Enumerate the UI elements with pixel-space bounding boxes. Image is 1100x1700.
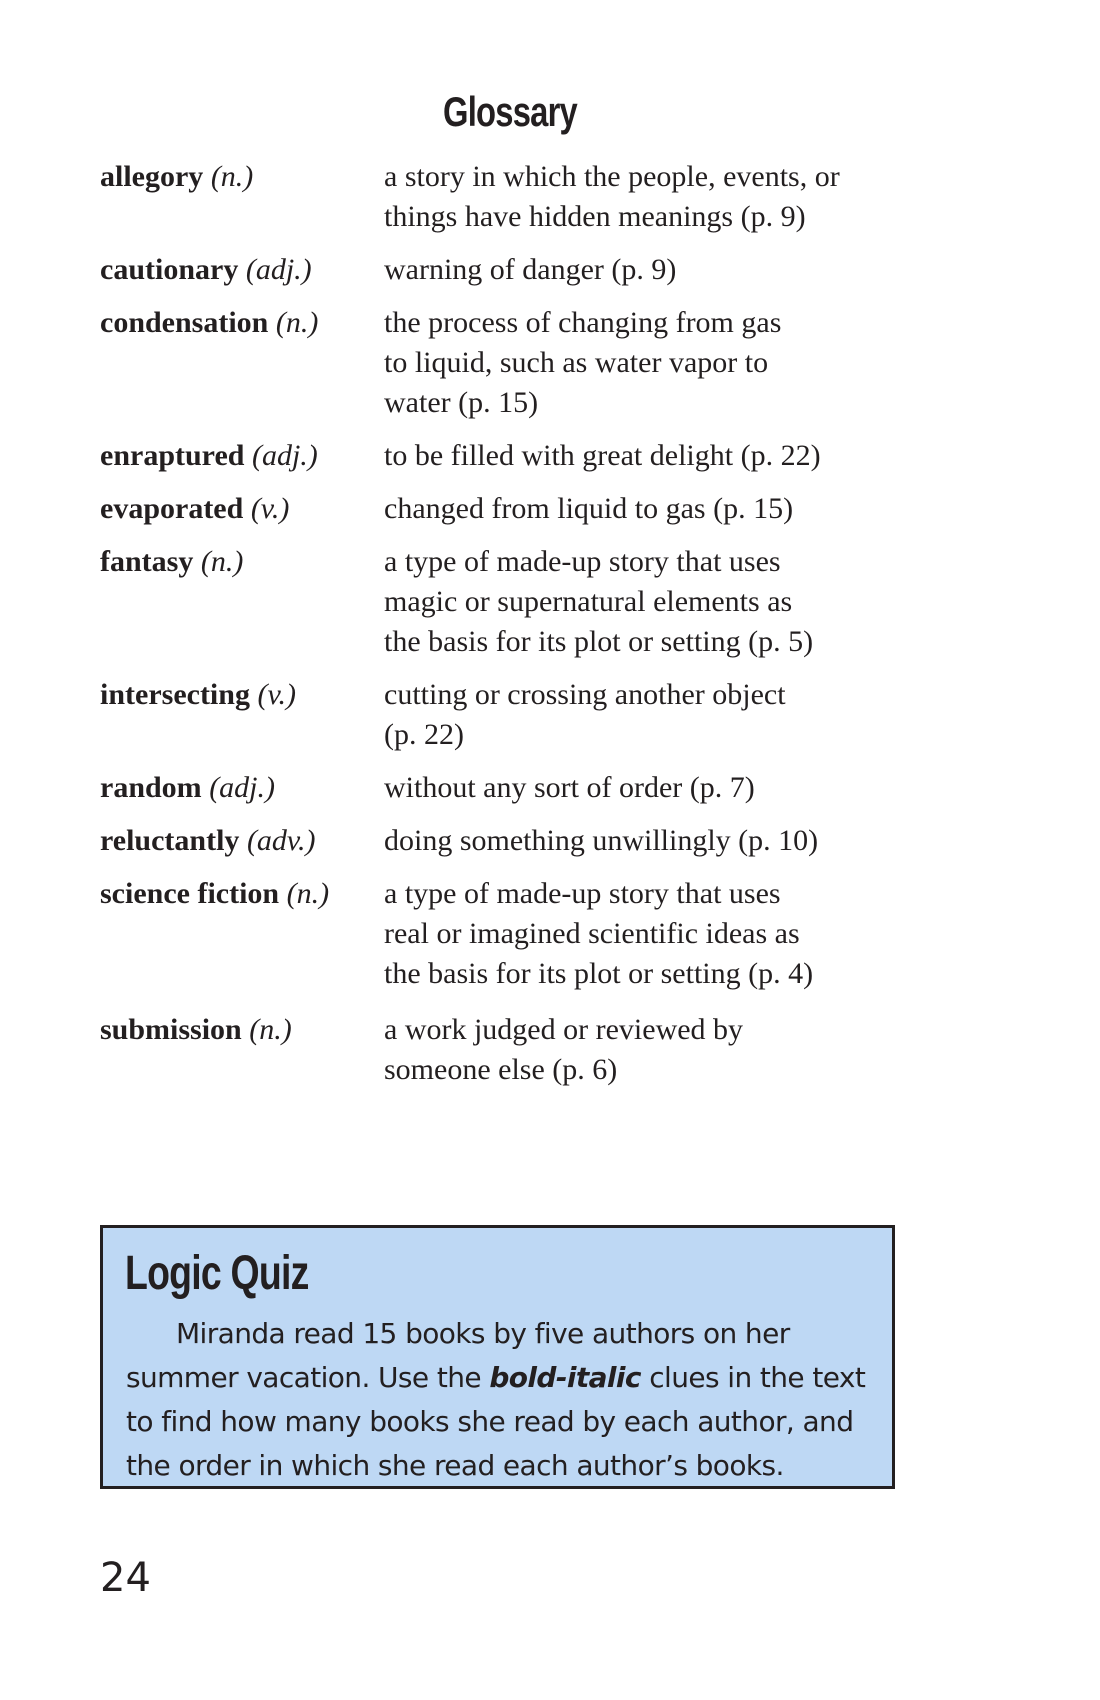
term-part-of-speech: (v.) (257, 678, 297, 711)
glossary-entry (100, 821, 920, 861)
glossary-entry (100, 436, 920, 476)
glossary-term (100, 821, 384, 861)
term-part-of-speech: (adj.) (245, 253, 312, 286)
glossary-definition (384, 250, 920, 290)
definition-line: changed from liquid to gas (p. 15) (384, 492, 794, 525)
glossary-term (100, 303, 384, 423)
term-word: submission (100, 1013, 242, 1046)
term-word: enraptured (100, 439, 245, 472)
term-word: evaporated (100, 492, 244, 525)
glossary-term (100, 1010, 384, 1090)
definition-line: doing something unwillingly (p. 10) (384, 824, 819, 857)
glossary-entry (100, 157, 920, 237)
quiz-text (126, 1312, 876, 1488)
definition-line: magic or supernatural elements as (384, 585, 793, 618)
glossary-entry (100, 675, 920, 755)
glossary-definition (384, 1010, 920, 1090)
glossary-term (100, 250, 384, 290)
glossary-list (100, 157, 920, 1090)
definition-line: a work judged or reviewed by (384, 1013, 744, 1046)
glossary-definition (384, 874, 920, 994)
definition-line: a type of made-up story that uses (384, 545, 781, 578)
page-title: Glossary (443, 88, 577, 135)
term-word: reluctantly (100, 824, 240, 857)
definition-line: warning of danger (p. 9) (384, 253, 677, 286)
term-part-of-speech: (n.) (249, 1013, 292, 1046)
definition-line: to liquid, such as water vapor to (384, 346, 769, 379)
quiz-title: Logic Quiz (125, 1247, 309, 1300)
term-part-of-speech: (n.) (275, 306, 319, 339)
glossary-definition (384, 675, 920, 755)
glossary-entry (100, 303, 920, 423)
term-word: fantasy (100, 545, 194, 578)
definition-line: water (p. 15) (384, 386, 539, 419)
term-word: cautionary (100, 253, 239, 286)
definition-line: someone else (p. 6) (384, 1053, 618, 1086)
definition-line: a story in which the people, events, or (384, 160, 840, 193)
quiz-emphasis: bold-italic (489, 1361, 641, 1394)
term-word: science fiction (100, 877, 280, 910)
term-part-of-speech: (v.) (250, 492, 290, 525)
term-part-of-speech: (n.) (286, 877, 330, 910)
glossary-term (100, 542, 384, 662)
glossary-definition (384, 542, 920, 662)
definition-line: the basis for its plot or setting (p. 4) (384, 957, 814, 990)
term-part-of-speech: (adj.) (251, 439, 318, 472)
definition-line: (p. 22) (384, 718, 464, 751)
glossary-definition (384, 436, 920, 476)
term-word: random (100, 771, 202, 804)
glossary-definition (384, 821, 920, 861)
glossary-entry (100, 874, 920, 994)
glossary-definition (384, 489, 920, 529)
glossary-entry (100, 542, 920, 662)
term-word: allegory (100, 160, 204, 193)
quiz-text-part-1: Miranda read 15 books by five authors on her summer vacation. Use the (126, 1317, 790, 1394)
definition-line: the basis for its plot or setting (p. 5) (384, 625, 814, 658)
definition-line: a type of made-up story that uses (384, 877, 781, 910)
page-number: 24 (100, 1555, 151, 1601)
term-word: condensation (100, 306, 269, 339)
term-part-of-speech: (n.) (210, 160, 254, 193)
glossary-term (100, 157, 384, 237)
definition-line: the process of changing from gas (384, 306, 782, 339)
term-part-of-speech: (adj.) (209, 771, 276, 804)
term-word: intersecting (100, 678, 250, 711)
quiz-text-part-2: clues in the text to find how many books she read by each author, and the order in which she read each author’s books. (126, 1361, 866, 1482)
logic-quiz-box (100, 1225, 895, 1489)
glossary-term (100, 436, 384, 476)
glossary-entry (100, 1010, 920, 1090)
glossary-definition (384, 768, 920, 808)
glossary-entry (100, 250, 920, 290)
glossary-term (100, 489, 384, 529)
glossary-entry (100, 489, 920, 529)
glossary-definition (384, 157, 920, 237)
term-part-of-speech: (adv.) (246, 824, 316, 857)
definition-line: things have hidden meanings (p. 9) (384, 200, 806, 233)
glossary-definition (384, 303, 920, 423)
glossary-term (100, 768, 384, 808)
glossary-term (100, 675, 384, 755)
term-part-of-speech: (n.) (200, 545, 244, 578)
definition-line: cutting or crossing another object (384, 678, 786, 711)
definition-line: without any sort of order (p. 7) (384, 771, 755, 804)
definition-line: to be filled with great delight (p. 22) (384, 439, 821, 472)
glossary-term (100, 874, 384, 994)
definition-line: real or imagined scientific ideas as (384, 917, 800, 950)
glossary-entry (100, 768, 920, 808)
